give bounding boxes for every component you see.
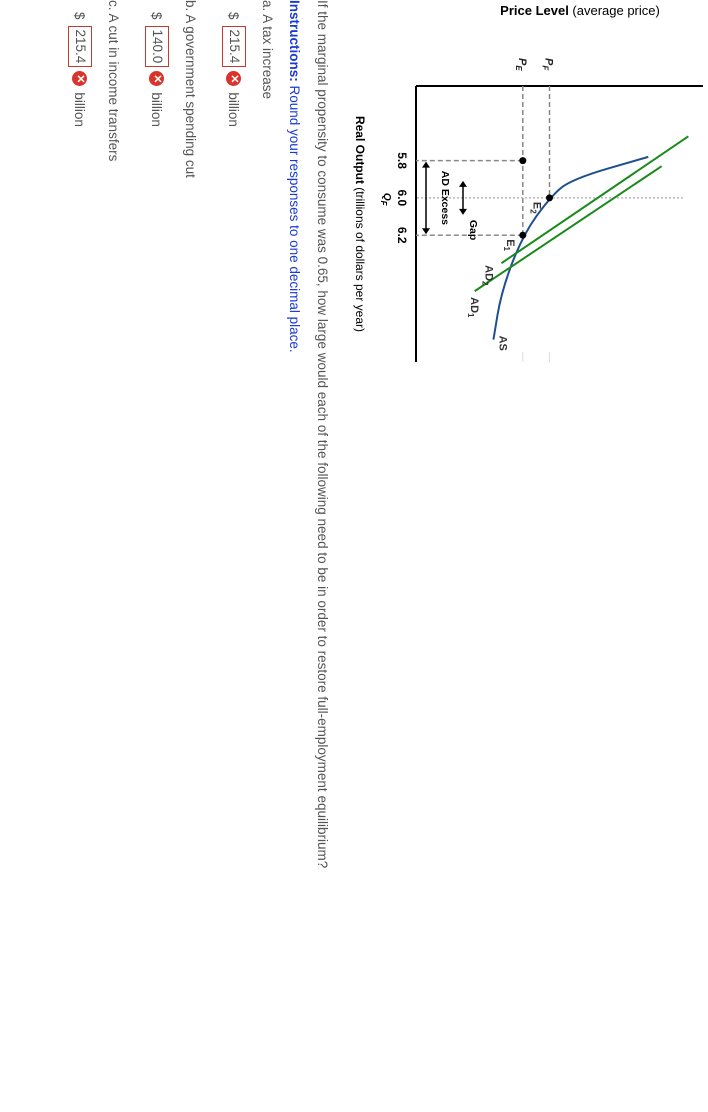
currency-symbol: $ xyxy=(149,12,165,20)
question-text: If the marginal propensity to consume was 0.65, how large would each of the following need to be in order to restore full-employment equilibrium? xyxy=(315,0,330,869)
ad1-line xyxy=(475,166,662,291)
x-icon: ✕ xyxy=(150,71,165,86)
answer-input-a[interactable]: 215.4 xyxy=(222,26,246,68)
e1-label: $E_1$ xyxy=(501,239,516,251)
answer-part-b xyxy=(145,0,198,1090)
ad-as-chart xyxy=(330,0,708,1112)
gap-label: Gap xyxy=(467,219,479,241)
answer-part-a xyxy=(222,0,275,1090)
instructions xyxy=(287,0,302,1090)
x-axis-title: Real Output (trillions of dollars per year) xyxy=(353,115,367,333)
x-icon: ✕ xyxy=(73,71,88,86)
as-curve xyxy=(493,157,648,340)
ad1-label: $AD_1$ xyxy=(465,297,480,318)
pe-tick-label: $P_E$ xyxy=(513,58,528,71)
as-label: AS xyxy=(496,335,509,351)
gap-arrow-right xyxy=(459,209,467,215)
instructions-label: Instructions: xyxy=(287,0,302,82)
ad2-label: $AD_2$ xyxy=(480,265,495,286)
qf-label: $Q_F$ xyxy=(379,192,392,206)
ad-excess-label: AD Excess xyxy=(439,170,451,226)
y-axis-title: Price Level (average price) xyxy=(500,3,660,18)
answer-input-c[interactable]: 215.4 xyxy=(68,26,92,68)
instructions-text: Round your responses to one decimal place. xyxy=(287,81,302,353)
part-b-label: b. A government spending cut xyxy=(183,0,198,178)
e1-point xyxy=(519,232,526,239)
answer-row-b xyxy=(145,12,169,1090)
question-panel xyxy=(44,0,330,1090)
x-tick-label: 6.2 xyxy=(395,226,409,244)
e2-label: $E_2$ xyxy=(528,201,543,214)
answer-row-c xyxy=(68,12,92,1090)
answer-input-b[interactable]: 140.0 xyxy=(145,26,169,68)
ad-excess-arrow-left xyxy=(422,162,430,168)
gap-arrow-left xyxy=(459,181,467,187)
answer-part-c xyxy=(68,0,121,1090)
x-tick-label: 6.0 xyxy=(395,189,409,207)
part-a-label: a. A tax increase xyxy=(260,0,275,100)
x-icon: ✕ xyxy=(227,71,242,86)
x-tick-label: 5.8 xyxy=(395,152,409,169)
e2-point xyxy=(546,194,553,201)
unit-label: billion xyxy=(72,92,88,127)
currency-symbol: $ xyxy=(226,12,242,20)
unit-label: billion xyxy=(149,92,165,127)
ad2-line xyxy=(501,136,688,263)
currency-symbol: $ xyxy=(72,12,88,20)
ad-excess-arrow-right xyxy=(422,228,430,234)
excess-demand-point xyxy=(519,157,526,164)
answer-row-a xyxy=(222,12,246,1090)
pf-tick-label: $P_F$ xyxy=(540,58,555,71)
unit-label: billion xyxy=(226,92,242,127)
part-c-label: c. A cut in income transfers xyxy=(106,0,121,162)
